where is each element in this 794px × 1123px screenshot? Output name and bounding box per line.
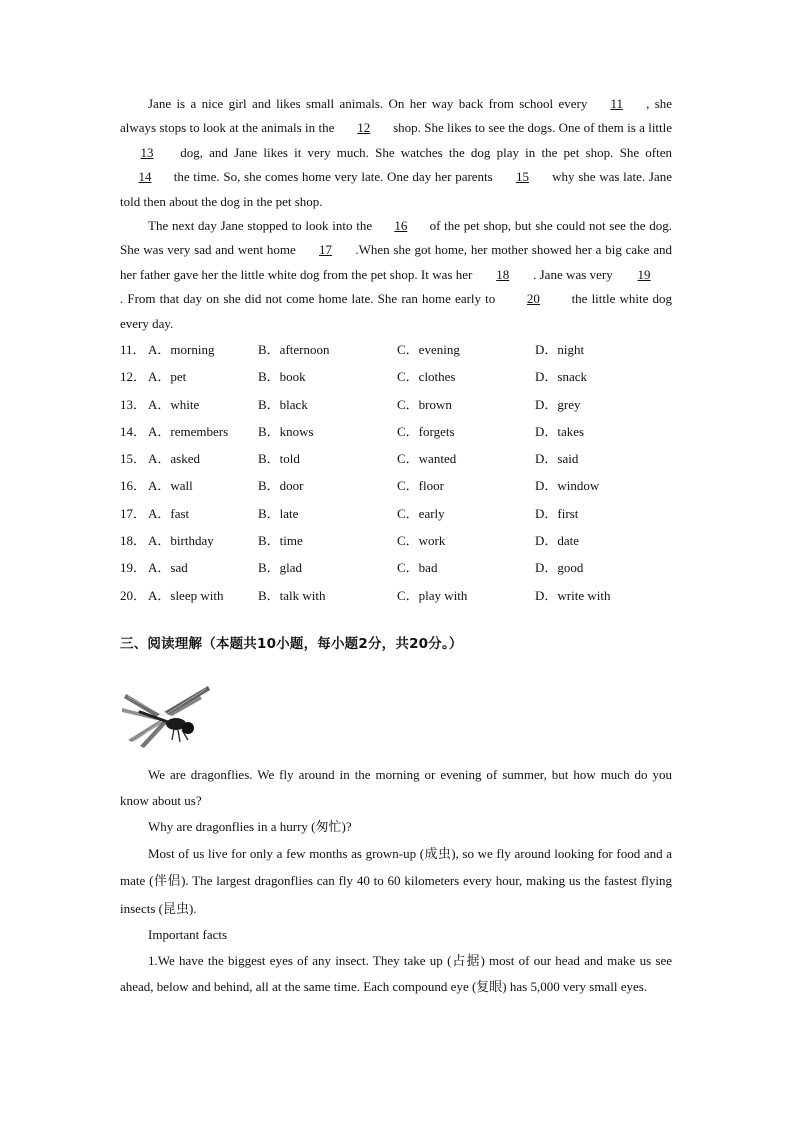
options-list [120, 336, 680, 609]
blank-15: 15 [515, 169, 529, 185]
option-row-11 [120, 336, 680, 363]
option-a: A．sad [148, 560, 188, 576]
question-number: 20． [120, 587, 147, 603]
cloze-text: .When she got home, her mother showed her a big cake and her father gave her the little white dog from the pet shop. It was her [120, 242, 672, 282]
option-a: A．fast [148, 505, 190, 521]
cloze-text: of the pet shop, but she could not see the dog. She was very sad and went home [120, 218, 672, 258]
option-b: B．late [258, 505, 299, 521]
reading-paragraph: Most of us live for only a few months as grown-up (成虫), so we fly around looking for food and a mate (伴侣). The largest dragonflies can fly 40 to 60 kilometers every hour, making us the fastest flying insects (昆虫). [120, 845, 672, 916]
option-row-12 [120, 363, 680, 390]
option-c: C．play with [397, 587, 468, 603]
cloze-paragraph-2 [120, 214, 672, 336]
option-d: D．said [535, 451, 579, 467]
option-b: B．knows [258, 423, 314, 439]
question-number: 18． [120, 533, 147, 549]
option-b: B．talk with [258, 587, 326, 603]
blank-13: 13 [140, 144, 154, 160]
reading-question-heading: Why are dragonflies in a hurry (匆忙)? [148, 819, 352, 834]
blank-17: 17 [319, 242, 333, 258]
option-d: D．date [535, 533, 580, 549]
cloze-text: The next day Jane stopped to look into the [148, 218, 373, 233]
blank-20: 20 [526, 291, 540, 307]
cloze-text: the time. So, she comes home very late. One day her parents [173, 169, 493, 185]
option-d: D．window [535, 478, 600, 494]
blank-11: 11 [610, 96, 623, 111]
option-c: C．clothes [397, 369, 456, 385]
question-number: 19． [120, 560, 147, 576]
option-a: A．sleep with [148, 587, 224, 603]
option-c: C．brown [397, 396, 452, 412]
option-c: C．work [397, 533, 446, 549]
blank-18: 18 [496, 266, 510, 282]
dragonfly-illustration [120, 684, 212, 756]
option-a: A．remembers [148, 423, 229, 439]
question-number: 12． [120, 369, 147, 385]
option-a: A．wall [148, 478, 193, 494]
cloze-paragraph-1 [120, 92, 672, 214]
section-title: 三、阅读理解（本题共10小题，每小题2分，共20分。） [120, 636, 463, 652]
option-a: A．pet [148, 369, 187, 385]
cloze-text: why she was late. Jane told then about the dog in the pet shop. [120, 169, 672, 209]
option-b: B．glad [258, 560, 303, 576]
option-d: D．grey [535, 396, 581, 412]
option-b: B．book [258, 369, 306, 385]
question-number: 13． [120, 396, 147, 412]
blank-16: 16 [394, 218, 408, 233]
option-row-18 [120, 527, 680, 554]
option-c: C．evening [397, 342, 460, 357]
blank-19: 19 [637, 266, 651, 282]
reading-paragraph: We are dragonflies. We fly around in the morning or evening of summer, but how much do you know about us? [120, 767, 672, 808]
blank-14: 14 [138, 169, 152, 185]
option-d: D．good [535, 560, 584, 576]
option-a: A．morning [148, 342, 215, 357]
option-row-15 [120, 445, 680, 472]
option-d: D．night [535, 342, 585, 357]
option-row-17 [120, 500, 680, 527]
option-b: B．afternoon [258, 342, 330, 357]
option-c: C．floor [397, 478, 444, 494]
cloze-text: dog, and Jane likes it very much. She watches the dog play in the pet shop. She often [180, 144, 673, 160]
cloze-text: the little white dog every day. [120, 291, 673, 331]
option-row-14 [120, 418, 680, 445]
cloze-text: shop. She likes to see the dogs. One of them is a little [393, 120, 673, 136]
reading-passage [120, 762, 672, 1001]
cloze-text: , she always stops to look at the animals in the [120, 96, 673, 136]
option-row-19 [120, 554, 680, 581]
option-a: A．asked [148, 451, 200, 467]
question-number: 16． [120, 478, 147, 494]
reading-paragraph: 1.We have the biggest eyes of any insect. They take up (占据) most of our head and make us see ahead, below and behind, all at the same time. Each compound eye (复眼) has 5,000 very small eyes. [120, 952, 672, 994]
option-d: D．write with [535, 587, 611, 603]
cloze-text: Jane is a nice girl and likes small animals. On her way back from school every [148, 96, 588, 111]
option-a: A．white [148, 396, 200, 412]
question-number: 11． [120, 342, 146, 357]
option-c: C．forgets [397, 423, 455, 439]
option-row-20 [120, 582, 680, 609]
option-row-13 [120, 391, 680, 418]
option-c: C．early [397, 505, 445, 521]
question-number: 17． [120, 505, 147, 521]
reading-subheading: Important facts [148, 927, 228, 942]
option-d: D．first [535, 505, 579, 521]
option-row-16 [120, 472, 680, 499]
option-b: B．time [258, 533, 303, 549]
option-b: B．black [258, 396, 308, 412]
blank-12: 12 [357, 120, 371, 136]
cloze-text: . From that day on she did not come home late. She ran home early to [120, 291, 496, 307]
option-d: D．snack [535, 369, 587, 385]
option-c: C．wanted [397, 451, 457, 467]
option-d: D．takes [535, 423, 585, 439]
question-number: 14． [120, 423, 147, 439]
option-b: B．door [258, 478, 304, 494]
cloze-text: . Jane was very [533, 266, 613, 282]
option-b: B．told [258, 451, 300, 467]
option-c: C．bad [397, 560, 438, 576]
option-a: A．birthday [148, 533, 214, 549]
question-number: 15． [120, 451, 147, 467]
